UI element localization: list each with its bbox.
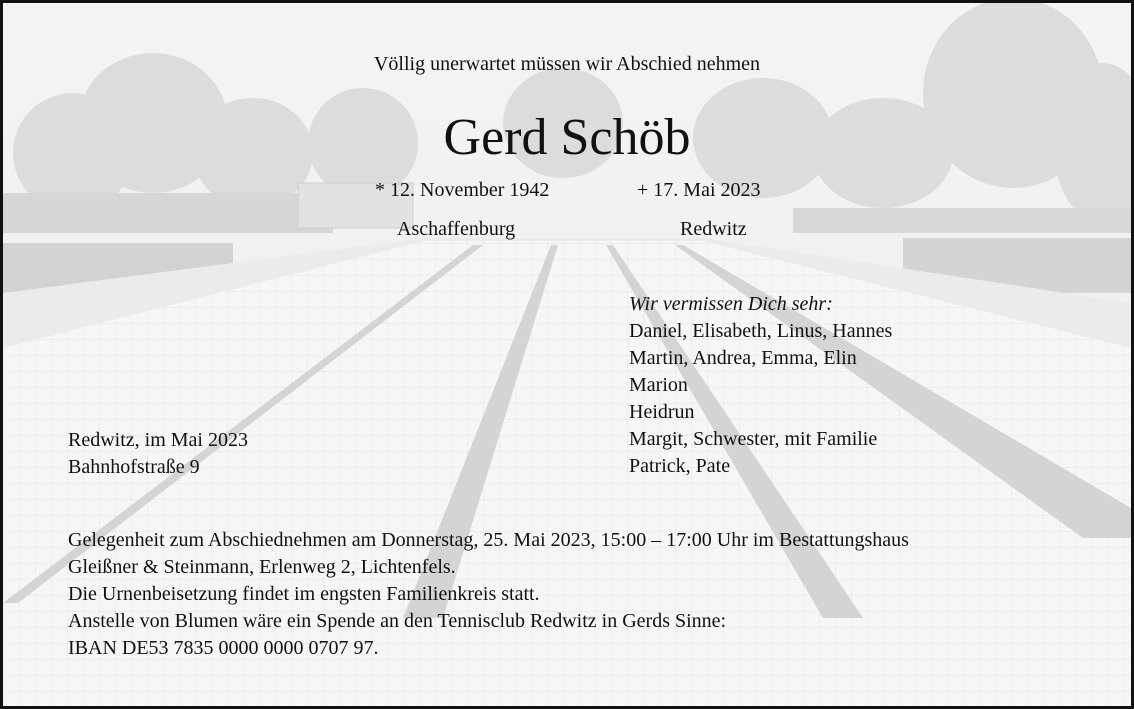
birth-place: Aschaffenburg (397, 218, 516, 240)
street-address: Bahnhofstraße 9 (68, 456, 200, 478)
birth-date: * 12. November 1942 (375, 179, 550, 201)
deceased-name: Gerd Schöb (443, 109, 691, 166)
info-block (68, 527, 909, 662)
mourner-line: Martin, Andrea, Emma, Elin (629, 347, 857, 369)
mourners-heading: Wir vermissen Dich sehr: (629, 293, 833, 315)
info-line: Anstelle von Blumen wäre ein Spende an den Tennisclub Redwitz in Gerds Sinne: (68, 610, 727, 632)
address-block (68, 427, 248, 481)
mourners-list (629, 291, 892, 480)
death-place: Redwitz (680, 218, 747, 240)
mourner-line: Marion (629, 374, 688, 396)
info-line: IBAN DE53 7835 0000 0000 0707 97. (68, 637, 379, 659)
mourner-line: Margit, Schwester, mit Familie (629, 428, 878, 450)
mourner-line: Daniel, Elisabeth, Linus, Hannes (629, 320, 893, 342)
death-date: + 17. Mai 2023 (637, 179, 761, 201)
mourner-line: Heidrun (629, 401, 695, 423)
intro-line: Völlig unerwartet müssen wir Abschied nehmen (373, 53, 761, 75)
info-line: Gleißner & Steinmann, Erlenweg 2, Lichtenfels. (68, 556, 456, 578)
info-line: Die Urnenbeisetzung findet im engsten Familienkreis statt. (68, 583, 540, 605)
mourner-line: Patrick, Pate (629, 455, 731, 477)
info-line: Gelegenheit zum Abschiednehmen am Donnerstag, 25. Mai 2023, 15:00 – 17:00 Uhr im Bestattungshaus (68, 529, 909, 551)
place-date: Redwitz, im Mai 2023 (68, 429, 248, 451)
